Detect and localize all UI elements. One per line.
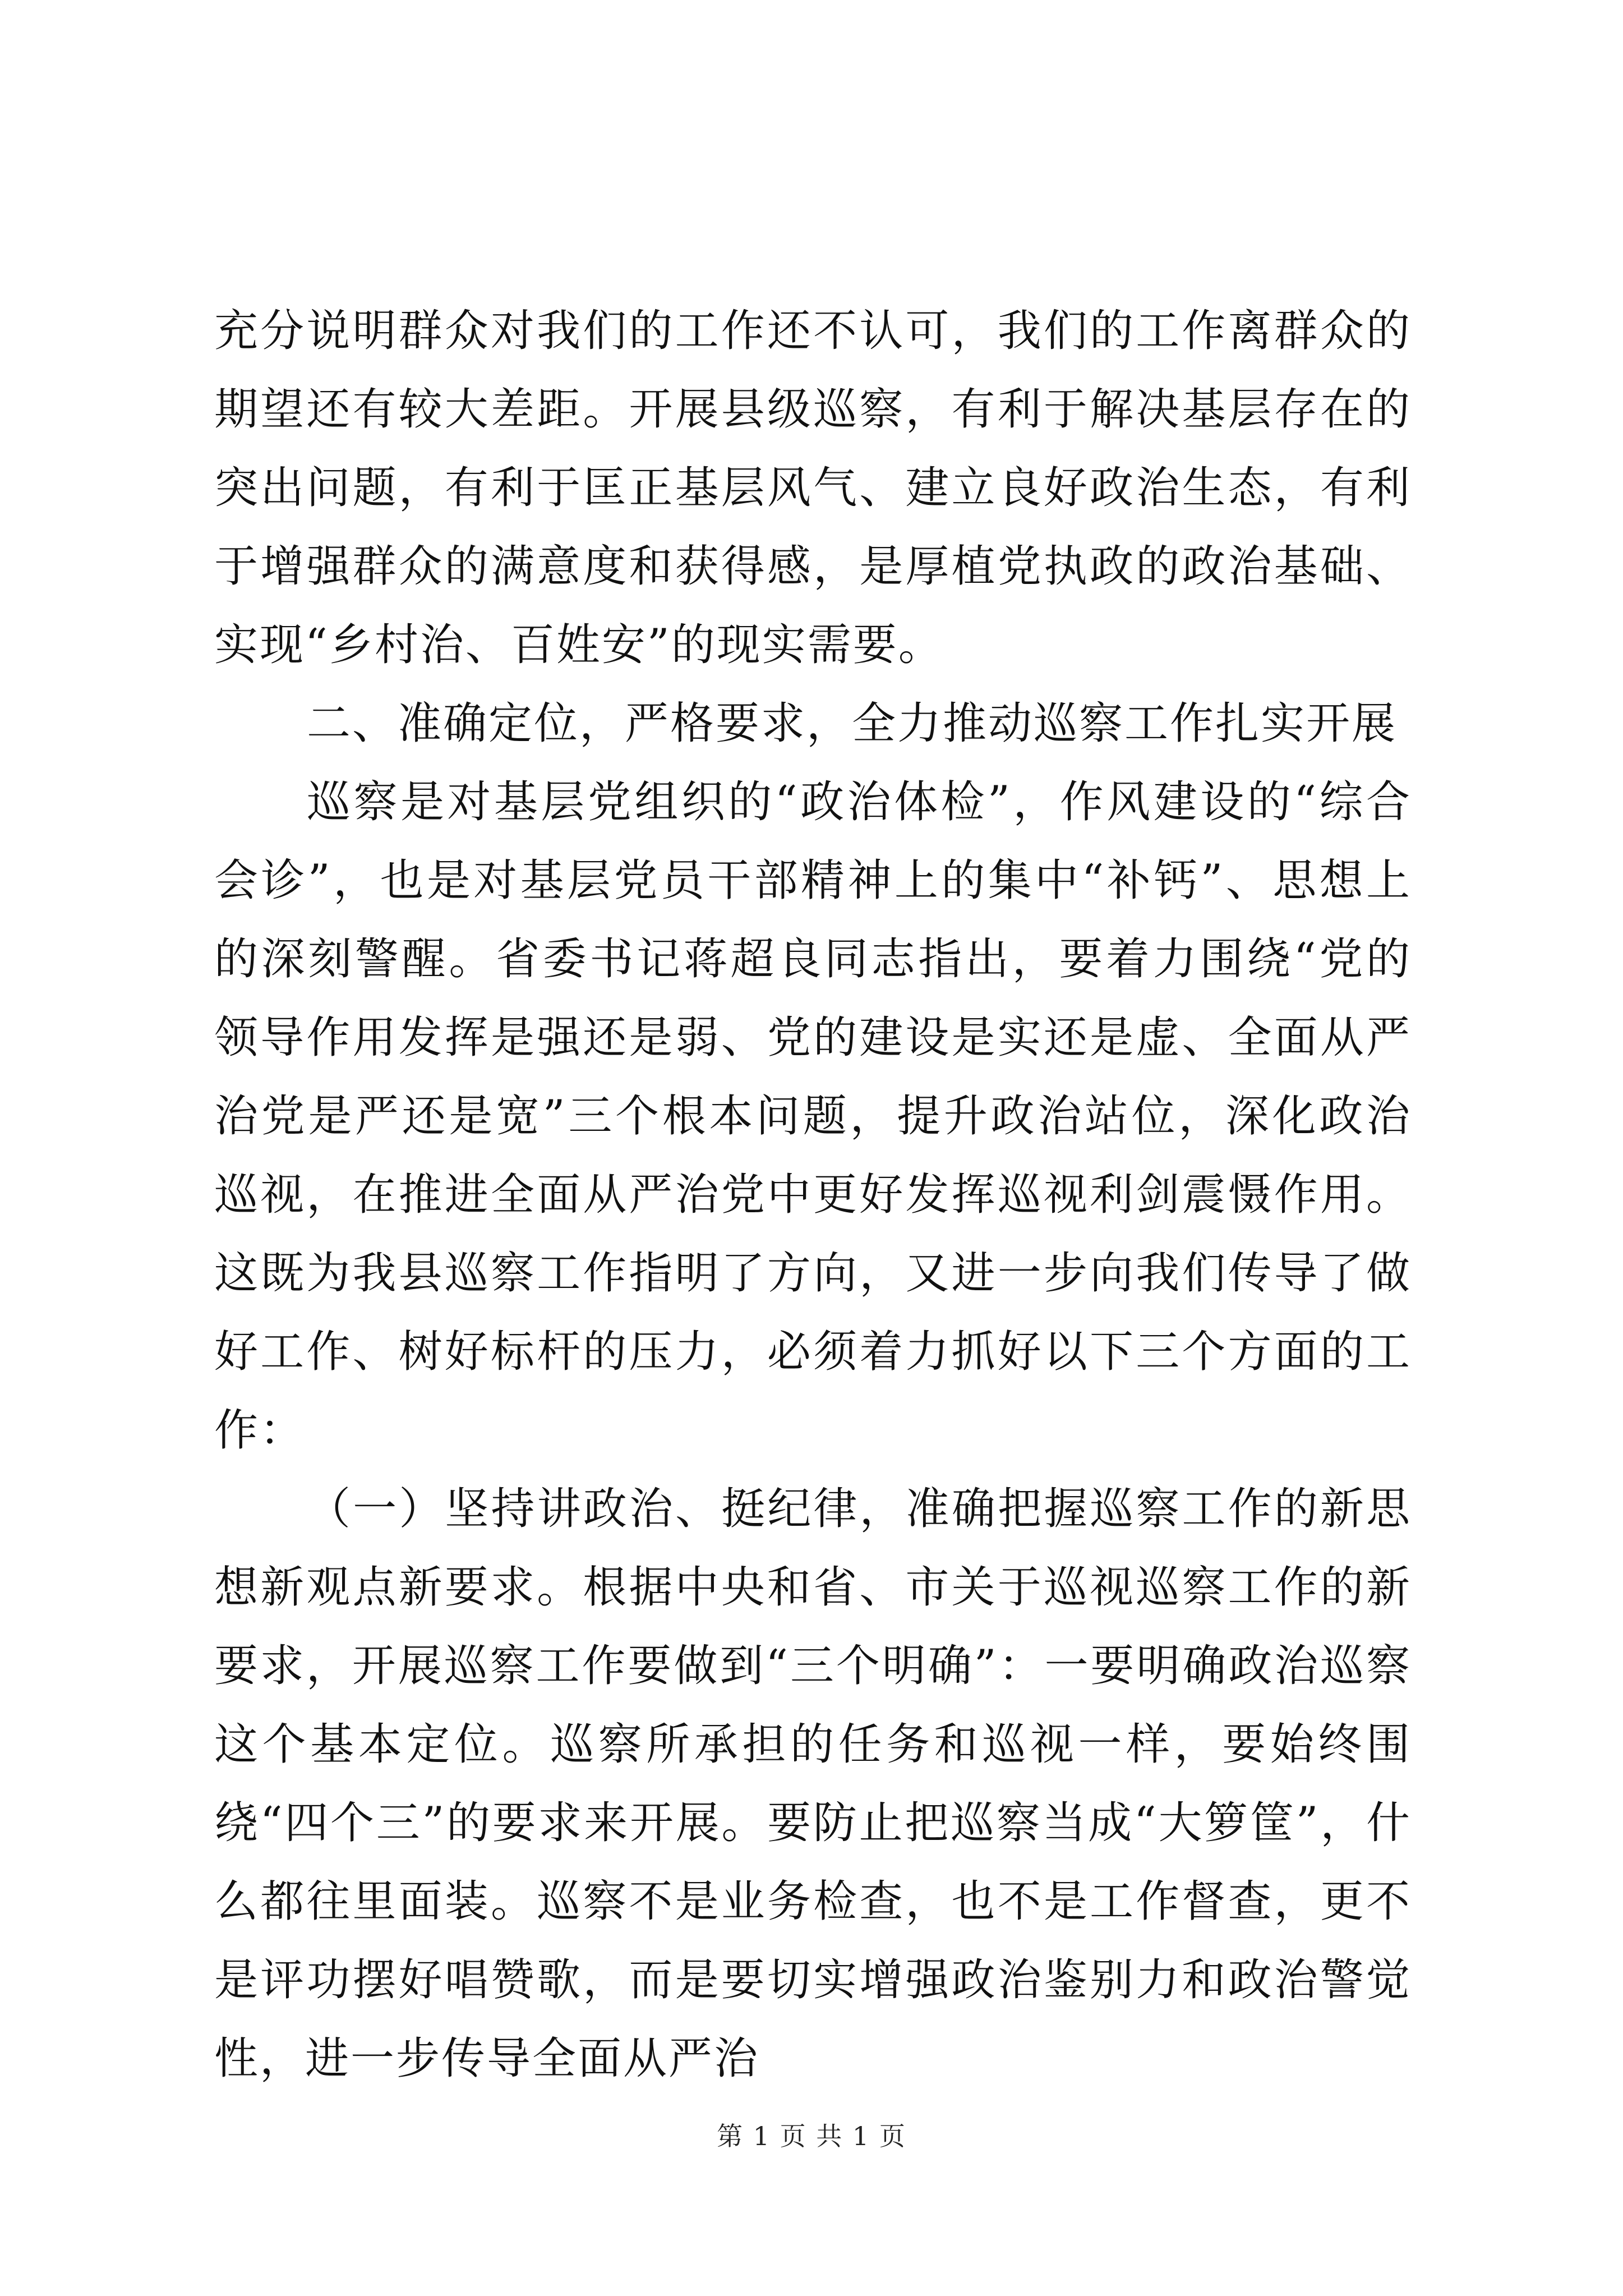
document-body	[214, 292, 1412, 2098]
paragraph-body: 巡察是对基层党组织的“政治体检”，作风建设的“综合会诊”，也是对基层党员干部精神上的集中“补钙”、思想上的深刻警醒。省委书记蒋超良同志指出，要着力围绕“党的领导作用发挥是强还是弱、党的建设是实还是虚、全面从严治党是严还是宽”三个根本问题，提升政治站位，深化政治巡视，在推进全面从严治党中更好发挥巡视利剑震慑作用。这既为我县巡察工作指明了方向，又进一步向我们传导了做好工作、树好标杆的压力，必须着力抓好以下三个方面的工作：	[214, 777, 1412, 1456]
paragraph-continuation: 充分说明群众对我们的工作还不认可，我们的工作离群众的期望还有较大差距。开展县级巡察，有利于解决基层存在的突出问题，有利于匡正基层风气、建立良好政治生态，有利于增强群众的满意度和获得感，是厚植党执政的政治基础、实现“乡村治、百姓安”的现实需要。	[214, 306, 1412, 670]
paragraph-subsection: （一）坚持讲政治、挺纪律，准确把握巡察工作的新思想新观点新要求。根据中央和省、市关于巡视巡察工作的新要求，开展巡察工作要做到“三个明确”：一要明确政治巡察这个基本定位。巡察所承担的任务和巡视一样，要始终围绕“四个三”的要求来开展。要防止把巡察当成“大箩筐”，什么都往里面装。巡察不是业务检查，也不是工作督查，更不是评功摆好唱赞歌，而是要切实增强政治鉴别力和政治警觉性，进一步传导全面从严治	[214, 1484, 1412, 2084]
page-number-footer: 第 1 页 共 1 页	[717, 2121, 906, 2151]
section-heading: 二、准确定位，严格要求，全力推动巡察工作扎实开展	[307, 698, 1398, 749]
